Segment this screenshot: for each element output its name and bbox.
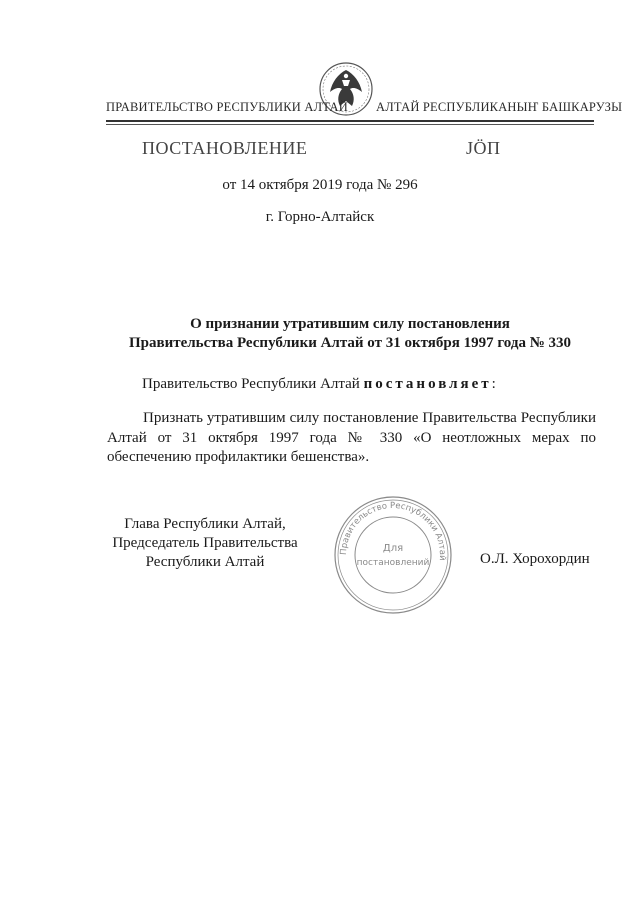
doc-type-russian: ПОСТАНОВЛЕНИЕ: [142, 138, 308, 158]
signatory-title: [100, 515, 310, 572]
stamp-outer-text: Правительство Республики Алтай: [338, 500, 448, 561]
stamp-inner-line-1: Для: [382, 543, 404, 554]
title-line-1: О признании утратившим силу постановления: [190, 316, 510, 332]
signatory-line-1: Глава Республики Алтай,: [124, 516, 286, 532]
signatory-line-3: Республики Алтай: [145, 554, 265, 570]
body-paragraph: Признать утратившим силу постановление Правительства Республики Алтай от 31 октября 1997 года № 330 «О неотложных мерах по обеспечению профилактики бешенства».: [107, 410, 596, 465]
date-number-line: от 14 октября 2019 года № 296: [222, 177, 418, 193]
title-line-2: Правительства Республики Алтай от 31 октября 1997 года № 330: [128, 335, 572, 351]
header-rule: [106, 120, 594, 122]
header-rule-thin: [106, 124, 594, 125]
header-left-text: ПРАВИТЕЛЬСТВО РЕСПУБЛИКИ АЛТАЙ: [106, 100, 348, 114]
preamble-emphasis: постановляет: [363, 376, 492, 392]
doc-type-altai: ЈÖП: [466, 138, 501, 158]
header-right-text: АЛТАЙ РЕСПУБЛИКАНЫҤ БАШКАРУЗЫ: [376, 100, 623, 114]
official-stamp: [331, 493, 455, 617]
preamble-lead: Правительство Республики Алтай: [142, 376, 364, 392]
preamble: [142, 376, 496, 393]
signatory-name: О.Л. Хорохордин: [480, 551, 590, 567]
preamble-tail: :: [491, 376, 496, 392]
signatory-line-2: Председатель Правительства: [112, 535, 298, 551]
stamp-inner-line-2: постановлений: [356, 558, 430, 568]
city-line: г. Горно-Алтайск: [265, 209, 375, 225]
document-title: [100, 315, 600, 353]
